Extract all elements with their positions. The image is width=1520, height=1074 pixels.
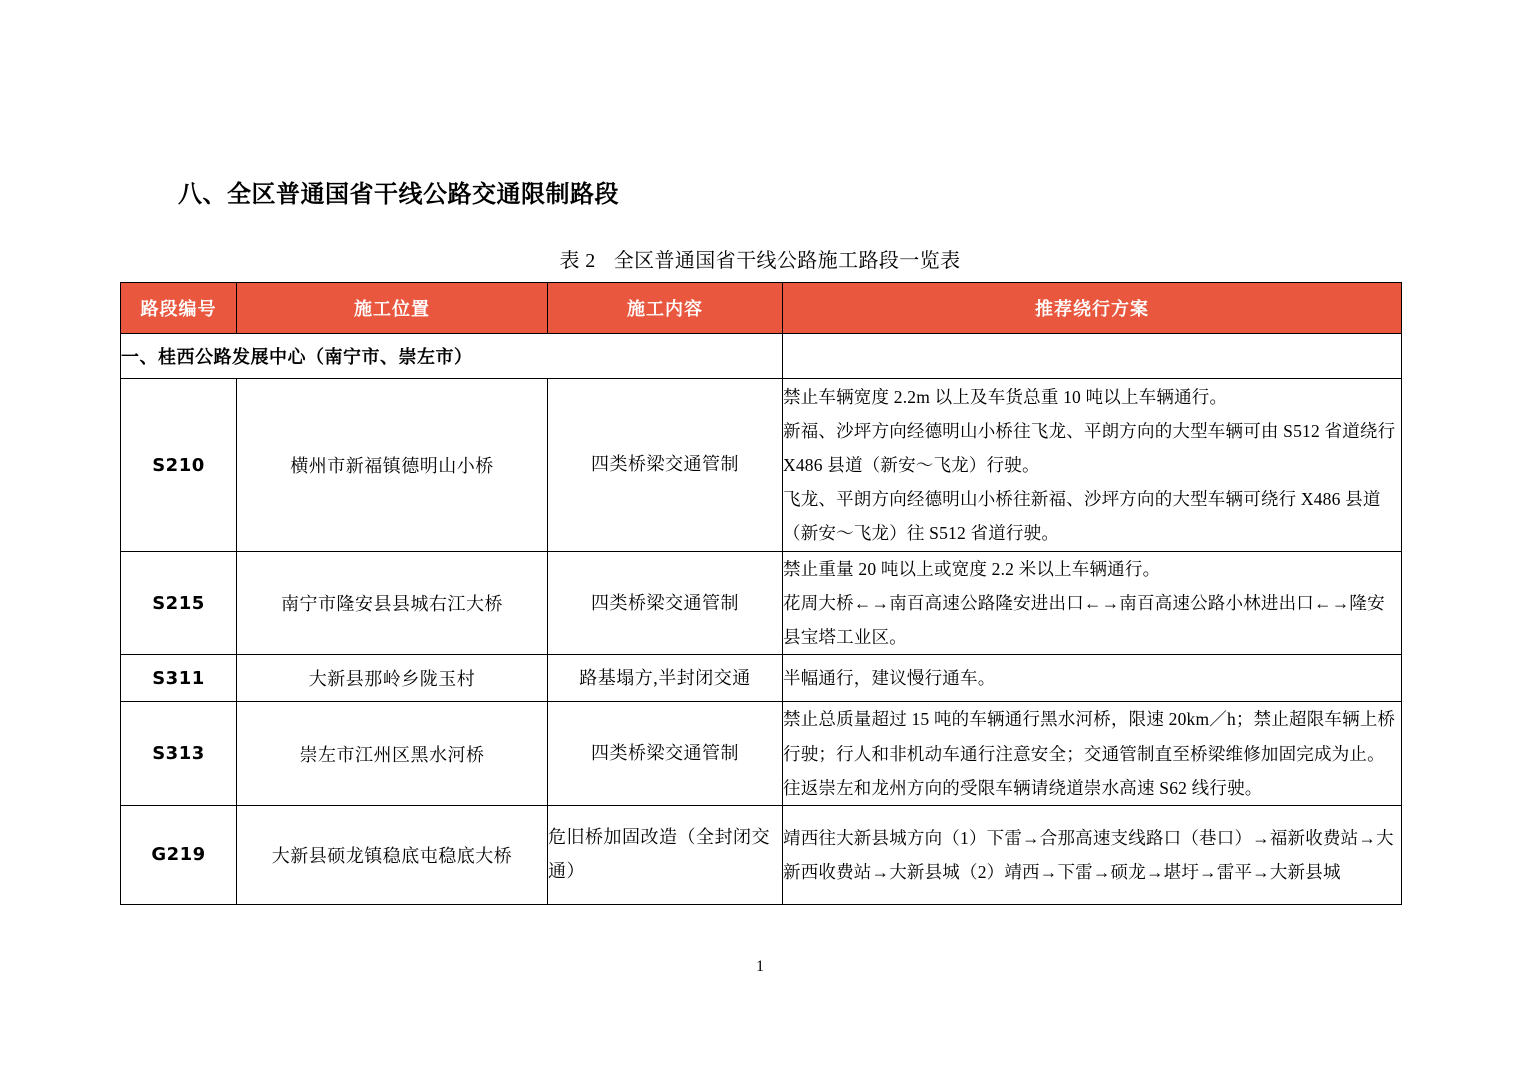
row-work: 四类桥梁交通管制 (548, 552, 783, 655)
table-header-row (121, 283, 1402, 334)
detour-line: 禁止车辆宽度 2.2m 以上及车货总重 10 吨以上车辆通行。 (783, 386, 1228, 407)
column-header-detour: 推荐绕行方案 (783, 283, 1402, 334)
table-row (121, 379, 1402, 552)
page-title: 八、全区普通国省干线公路交通限制路段 (178, 180, 619, 208)
detour-line: 新福、沙坪方向经德明山小桥往飞龙、平朗方向的大型车辆可由 S512 省道绕行 X486 县道（新安～飞龙）行驶。 (783, 420, 1396, 475)
group-row-blank (783, 334, 1402, 379)
row-work: 路基塌方,半封闭交通 (548, 655, 783, 702)
row-code: S210 (121, 379, 237, 552)
detour-line: 靖西往大新县城方向（1）下雷→合那高速支线路口（巷口）→福新收费站→大新西收费站→大新县城（2）靖西→下雷→硕龙→堪圩→雷平→大新县城 (783, 827, 1394, 882)
row-detour (783, 379, 1402, 552)
row-location: 大新县硕龙镇稳底屯稳底大桥 (237, 805, 548, 904)
row-code: S313 (121, 702, 237, 805)
detour-line: 半幅通行，建议慢行通车。 (783, 668, 996, 689)
row-work: 四类桥梁交通管制 (548, 702, 783, 805)
detour-line: 飞龙、平朗方向经德明山小桥往新福、沙坪方向的大型车辆可绕行 X486 县道（新安～飞龙）往 S512 省道行驶。 (783, 489, 1381, 544)
page-number: 1 (756, 958, 764, 975)
construction-table (120, 282, 1402, 905)
row-location: 崇左市江州区黑水河桥 (237, 702, 548, 805)
table-caption (0, 244, 1520, 273)
table-row (121, 655, 1402, 702)
row-location: 横州市新福镇德明山小桥 (237, 379, 548, 552)
row-detour (783, 655, 1402, 702)
row-work: 危旧桥加固改造（全封闭交通） (548, 805, 783, 904)
row-code: S215 (121, 552, 237, 655)
detour-line: 禁止重量 20 吨以上或宽度 2.2 米以上车辆通行。 (783, 559, 1161, 579)
group-row-label: 一、桂西公路发展中心（南宁市、崇左市） (121, 334, 783, 379)
table-body (121, 334, 1402, 905)
column-header-work: 施工内容 (548, 283, 783, 334)
table-row (121, 805, 1402, 904)
row-work: 四类桥梁交通管制 (548, 379, 783, 552)
row-detour (783, 702, 1402, 805)
table-caption-title: 全区普通国省干线公路施工路段一览表 (613, 250, 961, 272)
construction-table-wrapper (120, 282, 1401, 905)
row-detour (783, 552, 1402, 655)
table-caption-label: 表 2 (559, 250, 596, 272)
table-row (121, 702, 1402, 805)
detour-line: 禁止总质量超过 15 吨的车辆通行黑水河桥，限速 20km／h；禁止超限车辆上桥行驶；行人和非机动车通行注意安全；交通管制直至桥梁维修加固完成为止。往返崇左和龙州方向的受限车辆请绕道崇水高速 S62 线行驶。 (783, 709, 1396, 798)
table-row (121, 552, 1402, 655)
row-code: G219 (121, 805, 237, 904)
table-header (121, 283, 1402, 334)
detour-line: 花周大桥←→南百高速公路隆安进出口←→南百高速公路小林进出口←→隆安县宝塔工业区。 (783, 593, 1385, 648)
row-detour (783, 805, 1402, 904)
row-location: 大新县那岭乡陇玉村 (237, 655, 548, 702)
column-header-code: 路段编号 (121, 283, 237, 334)
column-header-location: 施工位置 (237, 283, 548, 334)
row-code: S311 (121, 655, 237, 702)
table-group-row (121, 334, 1402, 379)
row-location: 南宁市隆安县县城右江大桥 (237, 552, 548, 655)
